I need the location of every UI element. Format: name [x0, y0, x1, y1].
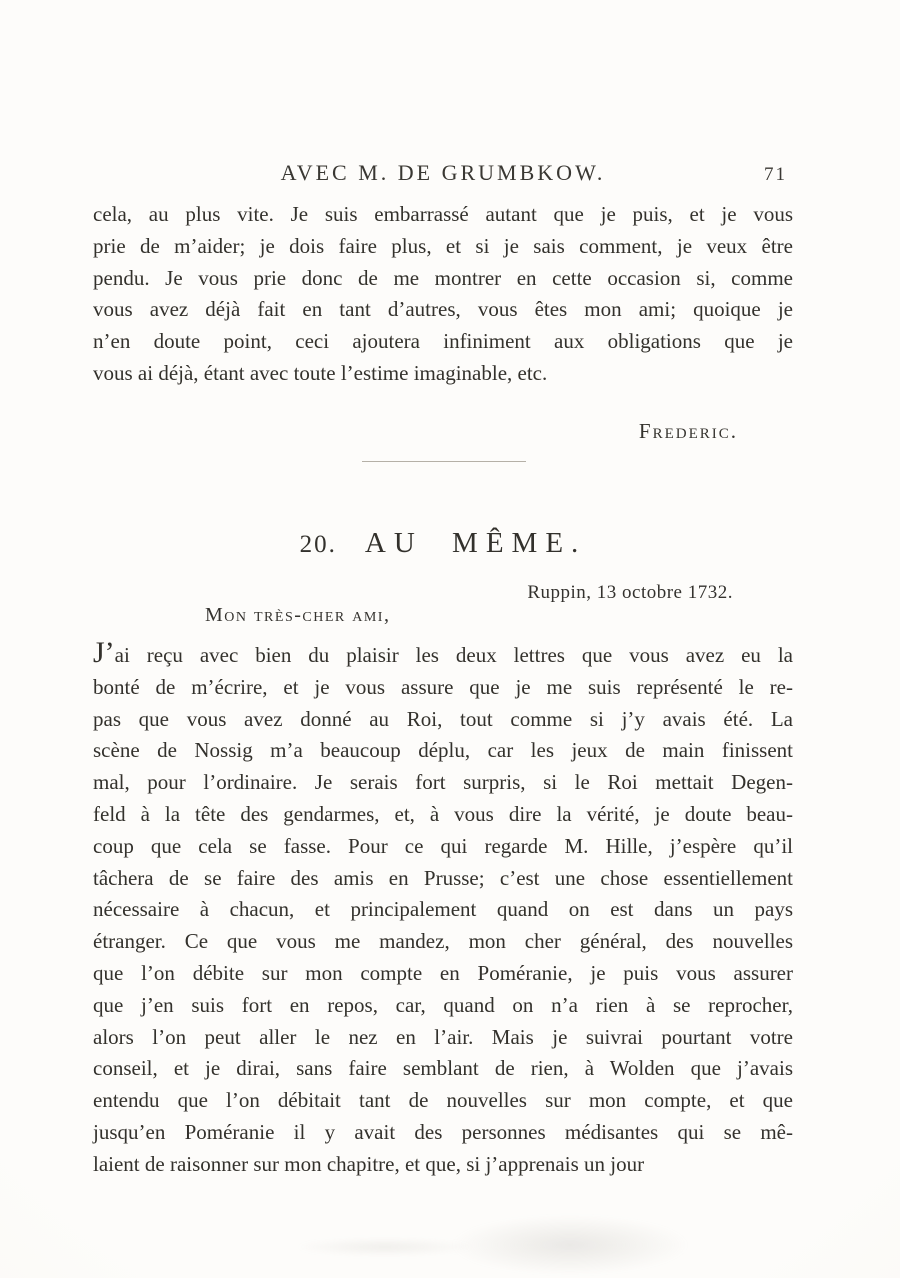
text-line: conseil, et je dirai, sans faire semblant de rien, à Wolden que j’avais — [93, 1056, 793, 1081]
salutation: Mon très-cher ami, — [205, 604, 391, 626]
text-line: jusqu’en Poméranie il y avait des personnes médisantes qui se mê- — [93, 1119, 793, 1144]
letter-title: AU MÊME. — [364, 527, 587, 559]
page-number: 71 — [764, 164, 787, 185]
letter-number: 20. — [299, 531, 337, 558]
letter-heading — [93, 527, 793, 560]
text-line: nécessaire à chacun, et principalement quand on est dans un pays — [93, 897, 793, 922]
running-title: AVEC M. DE GRUMBKOW. — [280, 160, 606, 185]
text-line: J’ai reçu avec bien du plaisir les deux lettres que vous avez eu la — [93, 636, 793, 669]
text-line: pendu. Je vous prie donc de me montrer en cette occasion si, comme — [93, 265, 793, 290]
text-line: coup que cela se fasse. Pour ce qui regarde M. Hille, j’espère qu’il — [93, 833, 793, 858]
text-line: laient de raisonner sur mon chapitre, et que, si j’apprenais un jour — [93, 1151, 645, 1176]
text-line: que l’on débite sur mon compte en Poméranie, je puis vous assurer — [93, 960, 793, 985]
text-line: scène de Nossig m’a beaucoup déplu, car les jeux de main finissent — [93, 738, 793, 763]
previous-letter-continuation — [93, 199, 793, 390]
scan-artifact — [450, 1215, 690, 1275]
text-line: n’en doute point, ceci ajoutera infiniment aux obligations que je — [93, 329, 793, 354]
text-line: alors l’on peut aller le nez en l’air. Mais je suivrai pourtant votre — [93, 1024, 793, 1049]
section-divider — [362, 461, 526, 462]
text-line: étranger. Ce que vous me mandez, mon cher général, des nouvelles — [93, 929, 793, 954]
text-line: vous ai déjà, étant avec toute l’estime imaginable, etc. — [93, 360, 548, 385]
text-line: tâchera de se faire des amis en Prusse; c’est une chose essentiellement — [93, 865, 793, 890]
text-line: cela, au plus vite. Je suis embarrassé autant que je puis, et je vous — [93, 202, 793, 226]
text-line: pas que vous avez donné au Roi, tout comme si j’y avais été. La — [93, 706, 793, 731]
text-line: feld à la tête des gendarmes, et, à vous dire la vérité, je doute beau- — [93, 801, 793, 826]
text-line: vous avez déjà fait en tant d’autres, vous êtes mon ami; quoique je — [93, 297, 793, 322]
signature: Frederic. — [638, 419, 738, 443]
text-line: mal, pour l’ordinaire. Je serais fort surpris, si le Roi mettait Degen- — [93, 770, 793, 795]
dateline: Ruppin, 13 octobre 1732. — [527, 582, 733, 603]
text-line: entendu que l’on débitait tant de nouvelles sur mon compte, et que — [93, 1088, 793, 1113]
scan-artifact — [300, 1238, 470, 1256]
text-line: prie de m’aider; je dois faire plus, et si je sais comment, je veux être — [93, 233, 793, 258]
text-line: que j’en suis fort en repos, car, quand on n’a rien à se reprocher, — [93, 992, 793, 1017]
page-header — [93, 160, 793, 186]
text-line: bonté de m’écrire, et je vous assure que je me suis représenté le re- — [93, 674, 793, 699]
letter-body — [93, 637, 793, 1181]
